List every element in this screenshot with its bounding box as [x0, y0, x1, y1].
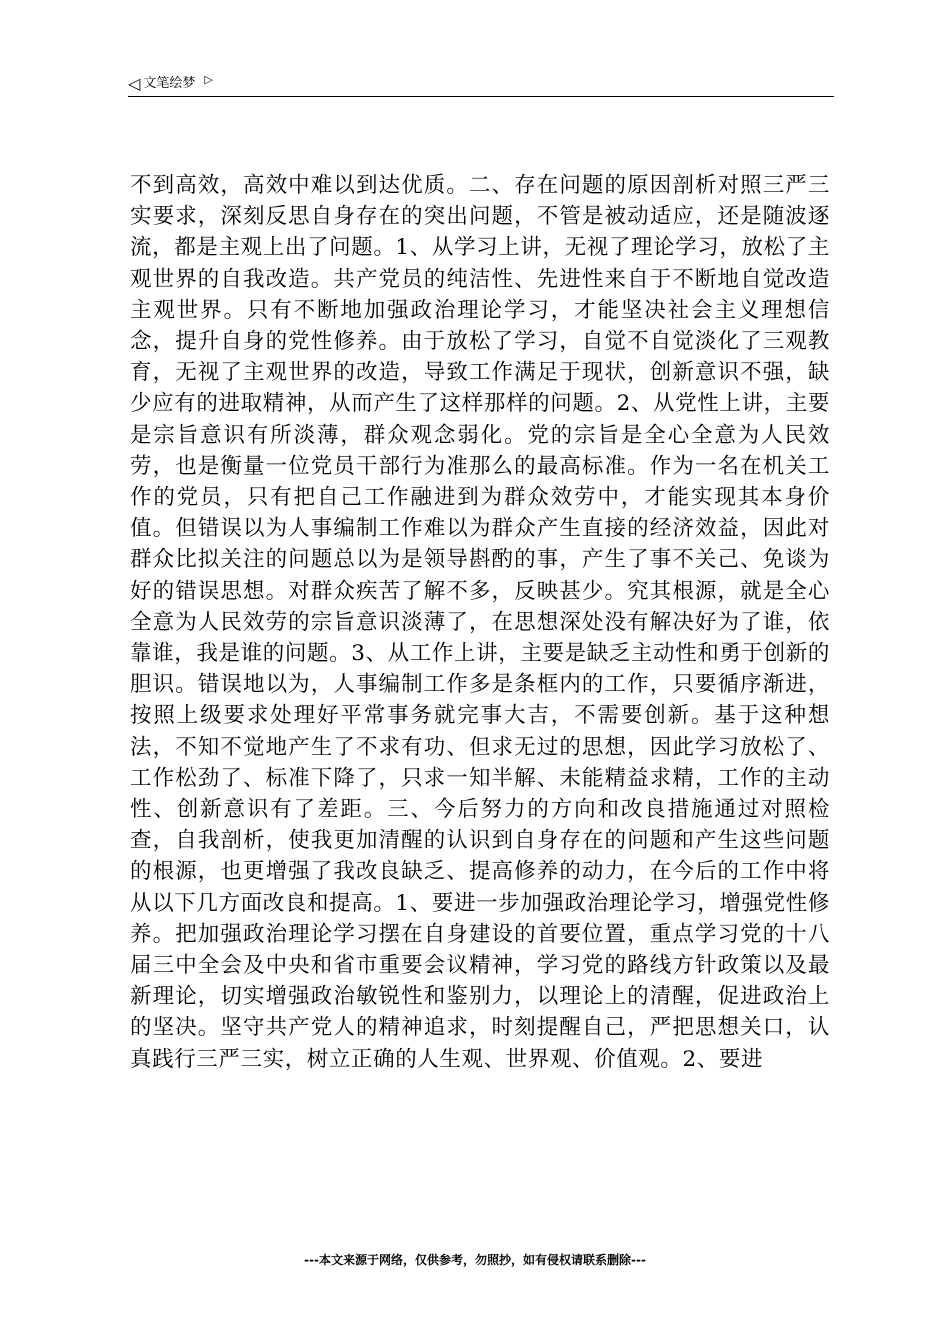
- header-brand: [128, 74, 213, 94]
- header-divider: [128, 96, 834, 97]
- page-header: [128, 74, 834, 98]
- triangle-right-icon: ▷: [204, 73, 213, 86]
- footer-disclaimer: ---本文来源于网络，仅供参考，勿照抄，如有侵权请联系删除---: [304, 1253, 646, 1267]
- brand-name: 文笔绘梦: [143, 76, 196, 91]
- body-paragraph: 不到高效，高效中难以到达优质。二、存在问题的原因剖析对照三严三实要求，深刻反思自身存在的突出问题，不管是被动适应，还是随波逐流，都是主观上出了问题。1、从学习上讲，无视了理论学习，放松了主观世界的自我改造。共产党员的纯洁性、先进性来自于不断地自觉改造主观世界。只有不断地加强政治理论学习，才能坚决社会主义理想信念，提升自身的党性修养。由于放松了学习，自觉不自觉淡化了三观教育，无视了主观世界的改造，导致工作满足于现状，创新意识不强，缺少应有的进取精神，从而产生了这样那样的问题。2、从党性上讲，主要是宗旨意识有所淡薄，群众观念弱化。党的宗旨是全心全意为人民效劳，也是衡量一位党员干部行为准那么的最高标准。作为一名在机关工作的党员，只有把自己工作融进到为群众效劳中，才能实现其本身价值。但错误以为人事编制工作难以为群众产生直接的经济效益，因此对群众比拟关注的问题总以为是领导斟酌的事，产生了事不关己、免谈为好的错误思想。对群众疾苦了解不多，反映甚少。究其根源，就是全心全意为人民效劳的宗旨意识淡薄了，在思想深处没有解决好为了谁，依靠谁，我是谁的问题。3、从工作上讲，主要是缺乏主动性和勇于创新的胆识。错误地以为，人事编制工作多是条框内的工作，只要循序渐进，按照上级要求处理好平常事务就完事大吉，不需要创新。基于这种想法，不知不觉地产生了不求有功、但求无过的思想，因此学习放松了、工作松劲了、标准下降了，只求一知半解、未能精益求精，工作的主动性、创新意识有了差距。三、今后努力的方向和改良措施通过对照检查，自我剖析，使我更加清醒的认识到自身存在的问题和产生这些问题的根源，也更增强了我改良缺乏、提高修养的动力，在今后的工作中将从以下几方面改良和提高。1、要进一步加强政治理论学习，增强党性修养。把加强政治理论学习摆在自身建设的首要位置，重点学习党的十八届三中全会及中央和省市重要会议精神，学习党的路线方针政策以及最新理论，切实增强政治敏锐性和鉴别力，以理论上的清醒，促进政治上的坚决。坚守共产党人的精神追求，时刻提醒自己，严把思想关口，认真践行三严三实，树立正确的人生观、世界观、价值观。2、要进: [130, 173, 830, 1072]
- triangle-left-icon: ◁: [128, 74, 141, 93]
